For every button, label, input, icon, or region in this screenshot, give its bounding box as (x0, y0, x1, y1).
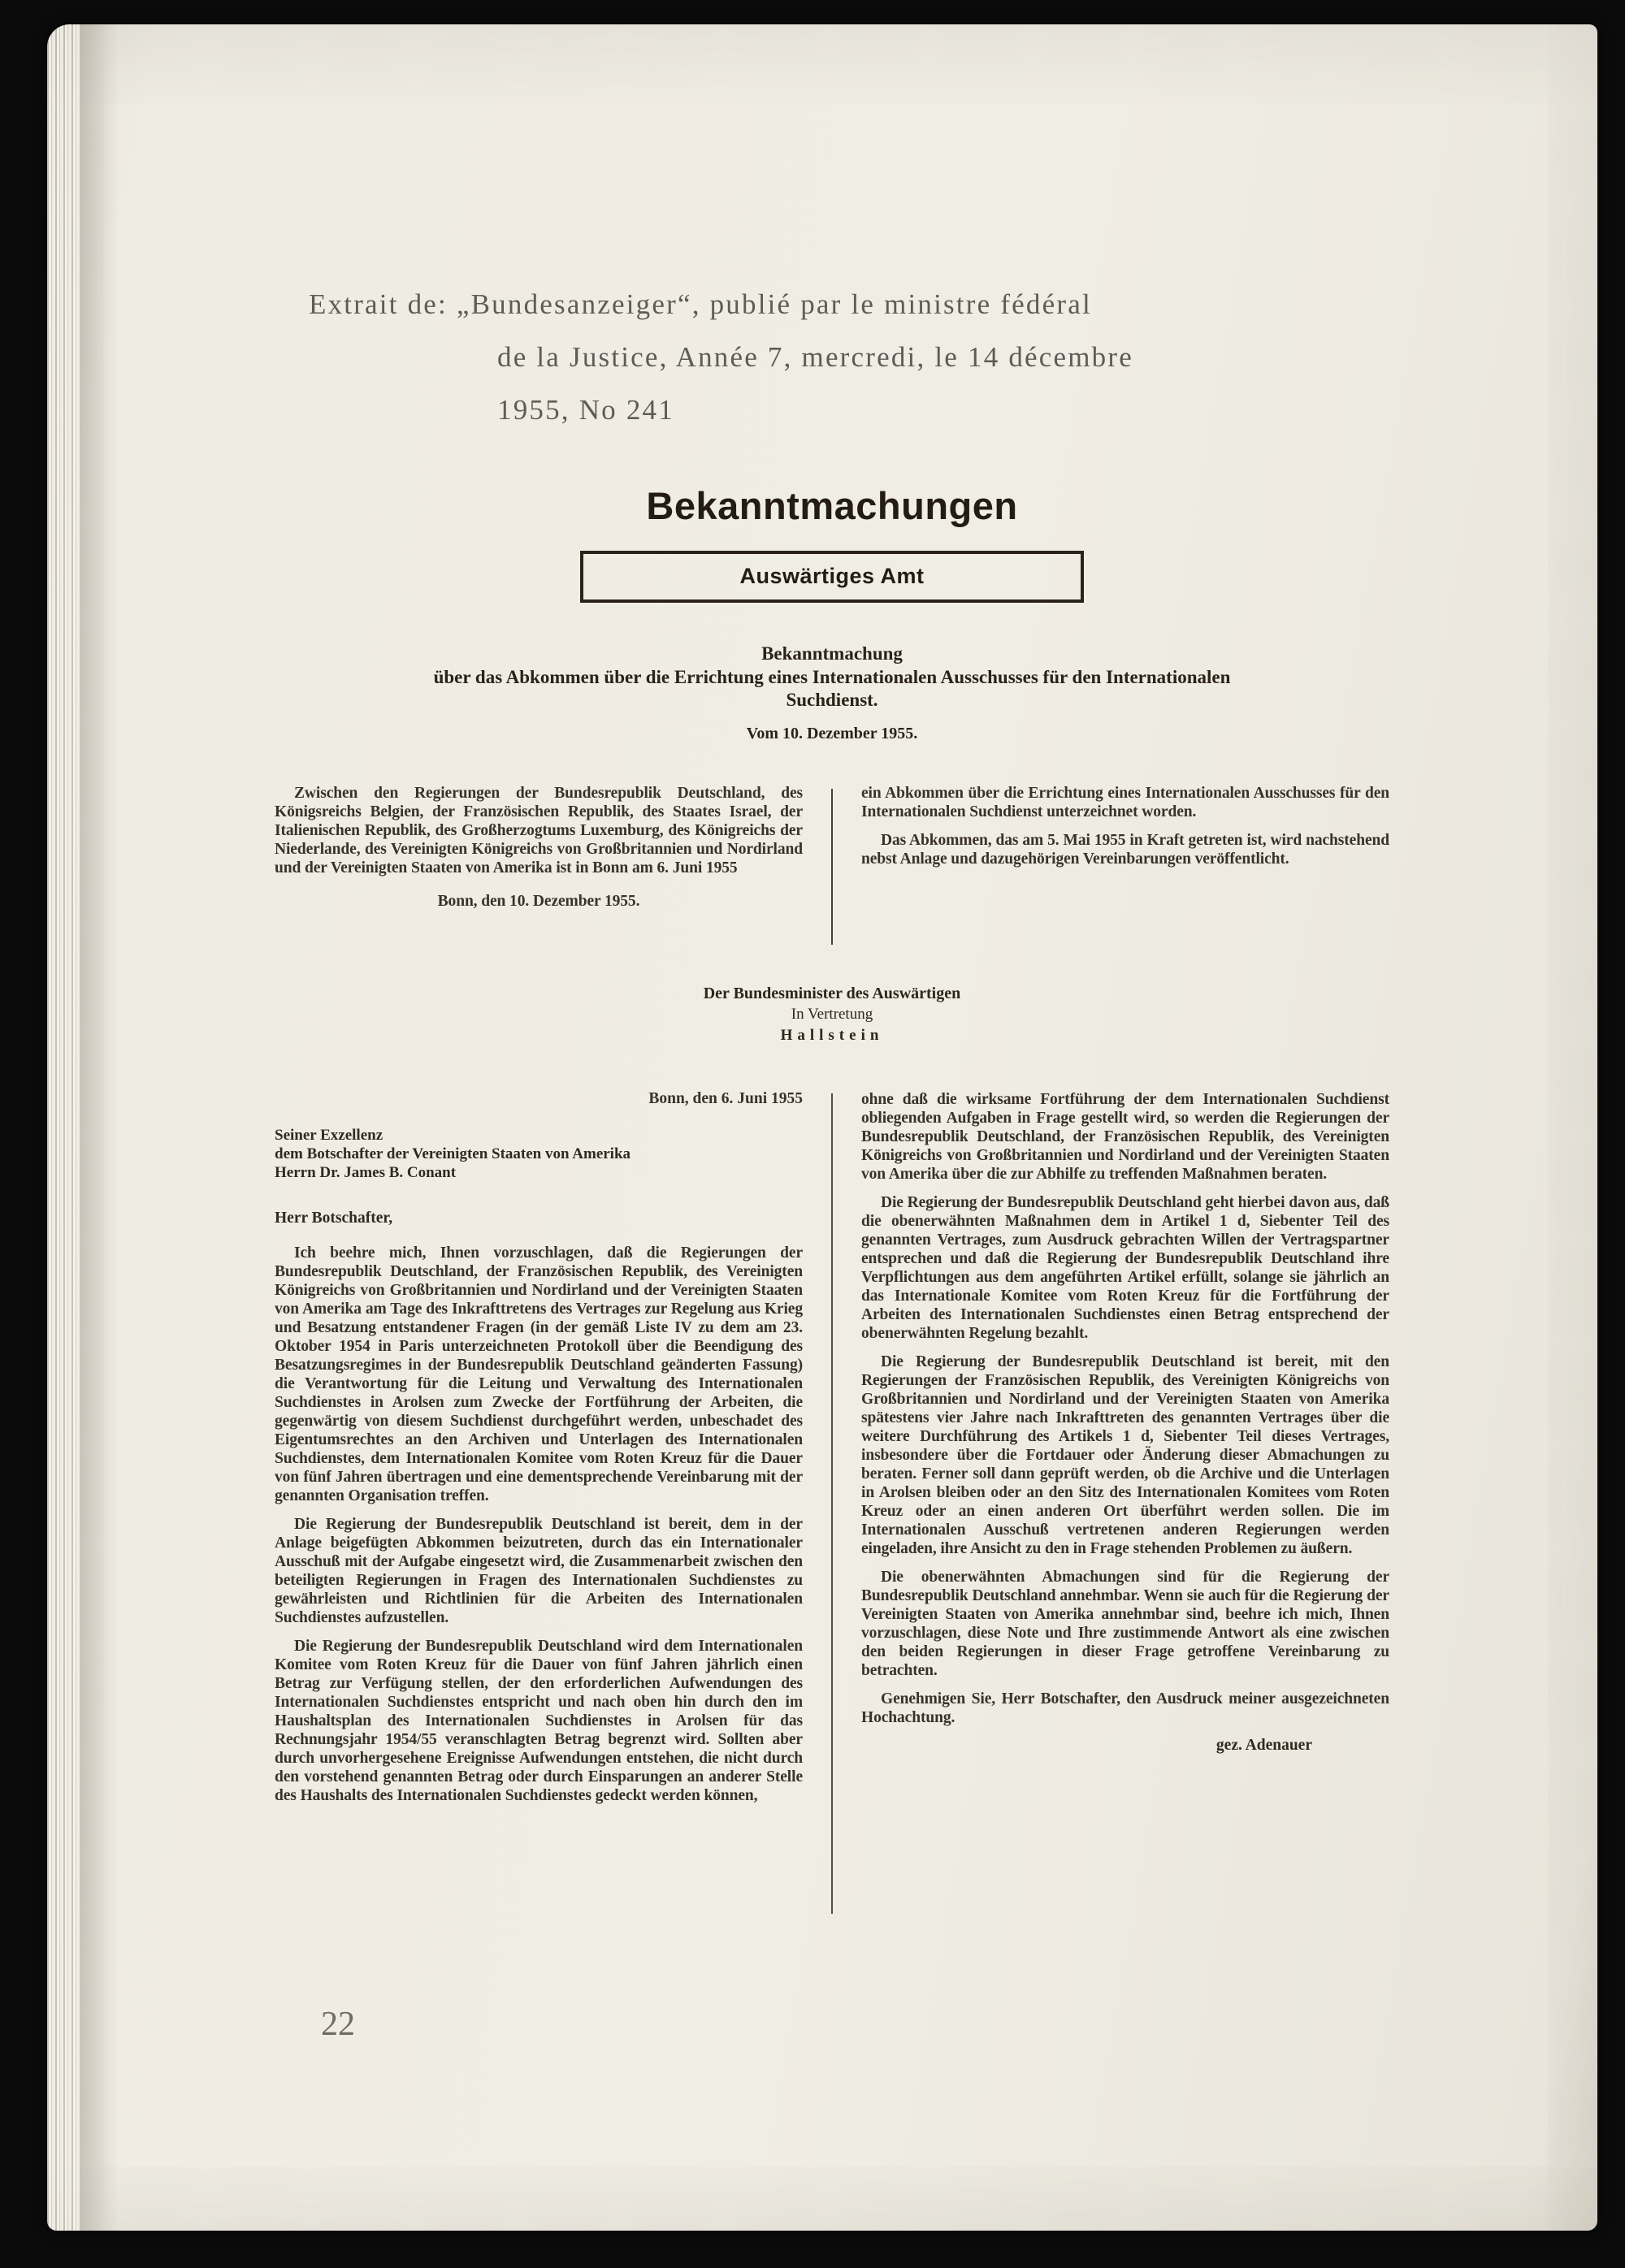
letter-left-body (275, 1244, 803, 1805)
notice-heading: Bekanntmachung (761, 643, 903, 664)
notice-head (275, 643, 1389, 743)
notice-right-column (861, 784, 1389, 945)
notice-right-paragraph-2: Das Abkommen, das am 5. Mai 1955 in Kraft getreten ist, wird nachstehend nebst Anlage und dazugehörigen Vereinbarungen veröffentlicht. (861, 832, 1389, 868)
letter-paragraph: Die obenerwähnten Abmachungen sind für die Regierung der Bundesrepublik Deutschland annehmbar. Wenn sie auch für die Regierung der Vereinigten Staaten von Amerika annehmbar sind, beehre ich mich, Ihnen vorzuschlagen, diese Note und Ihre zustimmende Antwort als eine zwischen den beiden Regierungen in dieser Frage getroffene Vereinbarung zu betrachten. (861, 1569, 1389, 1679)
letter-paragraph: Die Regierung der Bundesrepublik Deutschland ist bereit, mit den Regierungen der Französischen Republik, des Vereinigten Königreichs von Großbritannien und Nordirland und der Vereinigten Staaten von Amerika spätestens vier Jahre nach Inkrafttreten des genannten Vertrages über die weitere Durchführung des Artikels 1 d, Siebenter Teil dieses Vertrages, insbesondere über die Fortdauer oder Änderung dieser Abmachungen zu beraten. Ferner soll dann geprüft werden, ob die Archive und die Unterlagen in Arolsen bleiben oder an den Sitz des Internationalen Komitees vom Roten Kreuz oder an einen anderen Ort überführt werden sollen. Die im Internationalen Ausschuß vertretenen anderen Regierungen werden eingeladen, ihre Ansicht zu den in Frage stehenden Problemen zu äußern. (861, 1353, 1389, 1557)
typed-source-header (309, 278, 1389, 436)
agency-box-label: Auswärtiges Amt (739, 564, 925, 588)
minister-signature-block (275, 985, 1389, 1045)
typed-header-line-1: Extrait de: „Bundesanzeiger“, publié par le ministre fédéral (309, 288, 1092, 320)
letter-columns (275, 1090, 1389, 1914)
recipient-line-3: Herrn Dr. James B. Conant (275, 1164, 457, 1181)
notice-subheading: über das Abkommen über die Errichtung eines Internationalen Ausschusses für den Internationalen Suchdienst. (433, 667, 1231, 710)
letter-paragraph: Ich beehre mich, Ihnen vorzuschlagen, daß die Regierungen der Bundesrepublik Deutschland, der Französischen Republik, des Vereinigten Königreichs von Großbritannien und Nordirland und der Vereinigten Staaten von Amerika am Tage des Inkrafttretens des Vertrages zur Regelung aus Krieg und Besatzung entstandener Fragen (in der gemäß Liste IV zu dem am 23. Oktober 1954 in Paris unterzeichneten Protokoll über die Beendigung des Besatzungsregimes in der Bundesrepublik Deutschland geänderten Fassung) die Verantwortung für die Leitung und Verwaltung des Internationalen Suchdienstes in Arolsen zum Zwecke der Fortführung der Arbeiten, die gegenwärtig von diesem Suchdienst durchgeführt werden, unbeschadet des Eigentumsrechtes an den Archiven und Unterlagen des Internationalen Suchdienstes, dem Internationalen Komitee vom Roten Kreuz für die Dauer von fünf Jahren übertragen und eine dementsprechende Vereinbarung mit der genannten Organisation treffen. (275, 1244, 803, 1504)
document-page (47, 24, 1597, 2231)
letter-right-body (861, 1090, 1389, 1727)
letter-left-column (275, 1090, 803, 1914)
letter-paragraph: Die Regierung der Bundesrepublik Deutschland wird dem Internationalen Komitee vom Roten Kreuz für die Dauer von fünf Jahren jährlich einen Betrag zur Verfügung stellen, der den erforderlichen Aufwendungen des Internationalen Suchdienstes entspricht und nach oben hin durch den im Haushaltsplan des Internationalen Suchdienstes in Arolsen für das Rechnungsjahr 1954/55 veranschlagten Betrag begrenzt wird. Sollten aber durch unvorhergesehene Ereignisse Aufwendungen entstehen, die nicht durch den vorstehend genannten Betrag oder durch Einsparungen an anderer Stelle des Haushalts des Internationalen Suchdienstes gedeckt werden können, (275, 1638, 803, 1804)
recipient-line-2: dem Botschafter der Vereinigten Staaten von Amerika (275, 1145, 631, 1162)
letter-paragraph: ohne daß die wirksame Fortführung der dem Internationalen Suchdienst obliegenden Aufgaben in Frage gestellt wird, so werden die Regierungen der Bundesrepublik Deutschland, der Französischen Republik, des Vereinigten Königreichs von Großbritannien und Nordirland und der Vereinigten Staaten von Amerika über die zur Abhilfe zu treffenden Maßnahmen beraten. (861, 1091, 1389, 1183)
notice-left-date: Bonn, den 10. Dezember 1955. (437, 893, 640, 910)
letter-signature: gez. Adenauer (1216, 1737, 1312, 1754)
minister-title: Der Bundesminister des Auswärtigen (703, 985, 961, 1002)
typed-header-line-2: de la Justice, Année 7, mercredi, le 14 décembre (497, 341, 1133, 373)
masthead (275, 483, 1389, 528)
letter-date: Bonn, den 6. Juni 1955 (648, 1090, 803, 1107)
letter-paragraph: Die Regierung der Bundesrepublik Deutschland geht hierbei davon aus, daß die obenerwähnten Maßnahmen dem in Artikel 1 d, Siebenter Teil des genannten Vertrages, zum Ausdruck gebrachten Willen der Vertragspartner entsprechen und daß die Regierung der Bundesrepublik Deutschland ihre Verpflichtungen aus dem angeführten Artikel erfüllt, solange sie jährlich an das Internationale Komitee vom Roten Kreuz für die Fortführung der Arbeiten des Internationalen Suchdienstes einen Betrag entsprechend der obenerwähnten Regelung bezahlt. (861, 1194, 1389, 1342)
book-page-edges (47, 24, 81, 2231)
letter-right-column (861, 1090, 1389, 1914)
letter-paragraph: Genehmigen Sie, Herr Botschafter, den Ausdruck meiner ausgezeichneten Hochachtung. (861, 1690, 1389, 1726)
column-divider-rule (831, 1093, 833, 1914)
notice-columns (275, 784, 1389, 945)
notice-date-line: Vom 10. Dezember 1955. (746, 725, 918, 742)
spine-shadow (81, 24, 119, 2231)
letter-paragraph: Die Regierung der Bundesrepublik Deutschland ist bereit, dem in der Anlage beigefügten Abkommen beizutreten, durch das ein Internationaler Ausschuß mit der Aufgabe eingesetzt wird, die Zusammenarbeit zwischen den beteiligten Regierungen in Fragen des Internationalen Suchdienstes zu gewährleisten und Richtlinien für die Arbeiten des Internationalen Suchdienstes aufzustellen. (275, 1516, 803, 1626)
minister-in-vertretung: In Vertretung (791, 1006, 873, 1023)
recipient-line-1: Seiner Exzellenz (275, 1127, 384, 1144)
minister-name: Hallstein (780, 1027, 884, 1044)
masthead-title: Bekanntmachungen (646, 484, 1018, 527)
notice-right-paragraph-1: ein Abkommen über die Errichtung eines Internationalen Ausschusses für den Internationalen Suchdienst unterzeichnet worden. (861, 785, 1389, 820)
notice-left-paragraph: Zwischen den Regierungen der Bundesrepublik Deutschland, des Königsreichs Belgien, der Französischen Republik, des Staates Israel, der Italienischen Republik, des Großherzogtums Luxemburg, des Königreichs der Niederlande, des Vereinigten Königreichs von Großbritannien und Nordirland und der Vereinigten Staaten von Amerika ist in Bonn am 6. Juni 1955 (275, 785, 803, 876)
notice-left-column (275, 784, 803, 945)
agency-box (580, 551, 1084, 603)
typed-header-line-3: 1955, No 241 (497, 394, 674, 426)
letter-recipient (275, 1126, 803, 1182)
column-divider-rule (831, 789, 833, 945)
page-number: 22 (321, 2006, 355, 2043)
agency-box-wrap (275, 551, 1389, 603)
letter-salutation: Herr Botschafter, (275, 1210, 393, 1227)
